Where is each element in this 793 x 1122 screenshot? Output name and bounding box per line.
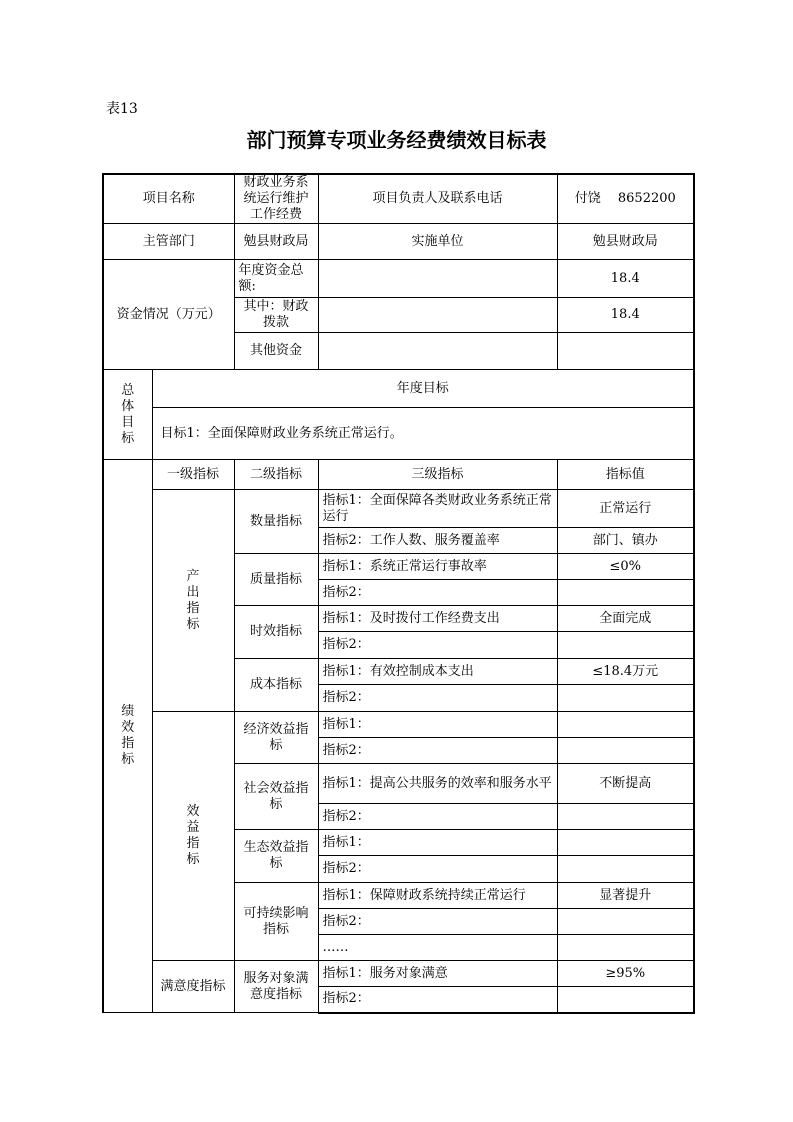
impl-label: 实施单位 — [318, 224, 557, 260]
funds-other-blank — [318, 333, 557, 370]
indicator-text: 指标1：系统正常运行事故率 — [318, 554, 557, 580]
col-level1: 一级指标 — [152, 460, 234, 490]
project-name-label: 项目名称 — [103, 174, 234, 224]
indicator-value — [557, 909, 694, 935]
output-indicator-label: 产出指标 — [152, 490, 234, 712]
service-satisfaction-label: 服务对象满意度指标 — [234, 961, 318, 1013]
goal-text: 目标1：全面保障财政业务系统正常运行。 — [152, 408, 694, 460]
funds-total-blank — [318, 260, 557, 298]
indicator-value: 部门、镇办 — [557, 528, 694, 554]
ecological-label: 生态效益指标 — [234, 830, 318, 883]
funds-fiscal-label: 其中：财政拨款 — [234, 298, 318, 333]
indicator-value — [557, 685, 694, 712]
indicator-value: 显著提升 — [557, 883, 694, 909]
indicator-text: 指标2： — [318, 909, 557, 935]
funds-fiscal-value: 18.4 — [557, 298, 694, 333]
table-number: 表13 — [106, 101, 138, 117]
col-value: 指标值 — [557, 460, 694, 490]
indicator-value — [557, 804, 694, 830]
indicator-text: 指标1：有效控制成本支出 — [318, 659, 557, 685]
indicator-text: 指标2：工作人数、服务覆盖率 — [318, 528, 557, 554]
indicator-value — [557, 712, 694, 738]
indicator-text: 指标1：提高公共服务的效率和服务水平 — [318, 764, 557, 804]
indicator-value: 全面完成 — [557, 606, 694, 632]
dept-value: 勉县财政局 — [234, 224, 318, 260]
funds-label: 资金情况（万元） — [103, 260, 234, 370]
benefit-indicator-label: 效益指标 — [152, 712, 234, 961]
indicator-text: 指标2： — [318, 685, 557, 712]
contact-label: 项目负责人及联系电话 — [318, 174, 557, 224]
social-label: 社会效益指标 — [234, 764, 318, 830]
indicator-text: 指标2： — [318, 804, 557, 830]
indicator-text: 指标2： — [318, 738, 557, 764]
indicator-value: 不断提高 — [557, 764, 694, 804]
funds-fiscal-blank — [318, 298, 557, 333]
indicator-value — [557, 580, 694, 606]
indicator-text: 指标1：保障财政系统持续正常运行 — [318, 883, 557, 909]
indicator-text: 指标2： — [318, 580, 557, 606]
satisfaction-indicator-label: 满意度指标 — [152, 961, 234, 1013]
performance-target-table — [102, 173, 695, 1014]
indicator-value — [557, 935, 694, 961]
indicator-value — [557, 738, 694, 764]
indicator-text: 指标1：服务对象满意 — [318, 961, 557, 987]
quantity-label: 数量指标 — [234, 490, 318, 554]
cost-label: 成本指标 — [234, 659, 318, 712]
indicator-text: 指标2： — [318, 632, 557, 659]
quality-label: 质量指标 — [234, 554, 318, 606]
impl-value: 勉县财政局 — [557, 224, 694, 260]
annual-goal-header: 年度目标 — [152, 370, 694, 408]
col-level3: 三级指标 — [318, 460, 557, 490]
indicator-text: 指标1： — [318, 712, 557, 738]
indicator-value: ≤18.4万元 — [557, 659, 694, 685]
indicator-text: 指标1：及时拨付工作经费支出 — [318, 606, 557, 632]
sustainable-label: 可持续影响指标 — [234, 883, 318, 961]
dept-label: 主管部门 — [103, 224, 234, 260]
indicator-value: ≥95% — [557, 961, 694, 987]
indicator-text: 指标2： — [318, 987, 557, 1013]
timeliness-label: 时效指标 — [234, 606, 318, 659]
indicator-value: 正常运行 — [557, 490, 694, 528]
indicator-text: …… — [318, 935, 557, 961]
overall-goal-label: 总体目标 — [103, 370, 152, 460]
contact-value: 付饶 8652200 — [557, 174, 694, 224]
project-name-value: 财政业务系统运行维护工作经费 — [234, 174, 318, 224]
funds-other-value — [557, 333, 694, 370]
indicator-value: ≤0% — [557, 554, 694, 580]
indicator-value — [557, 830, 694, 856]
funds-total-value: 18.4 — [557, 260, 694, 298]
performance-label: 绩效指标 — [103, 460, 152, 1013]
indicator-value — [557, 987, 694, 1013]
funds-other-label: 其他资金 — [234, 333, 318, 370]
page-title: 部门预算专项业务经费绩效目标表 — [246, 128, 547, 152]
indicator-text: 指标1：全面保障各类财政业务系统正常运行 — [318, 490, 557, 528]
indicator-text: 指标2： — [318, 856, 557, 883]
indicator-value — [557, 856, 694, 883]
economic-label: 经济效益指标 — [234, 712, 318, 764]
indicator-text: 指标1： — [318, 830, 557, 856]
col-level2: 二级指标 — [234, 460, 318, 490]
funds-total-label: 年度资金总额: — [234, 260, 318, 298]
indicator-value — [557, 632, 694, 659]
